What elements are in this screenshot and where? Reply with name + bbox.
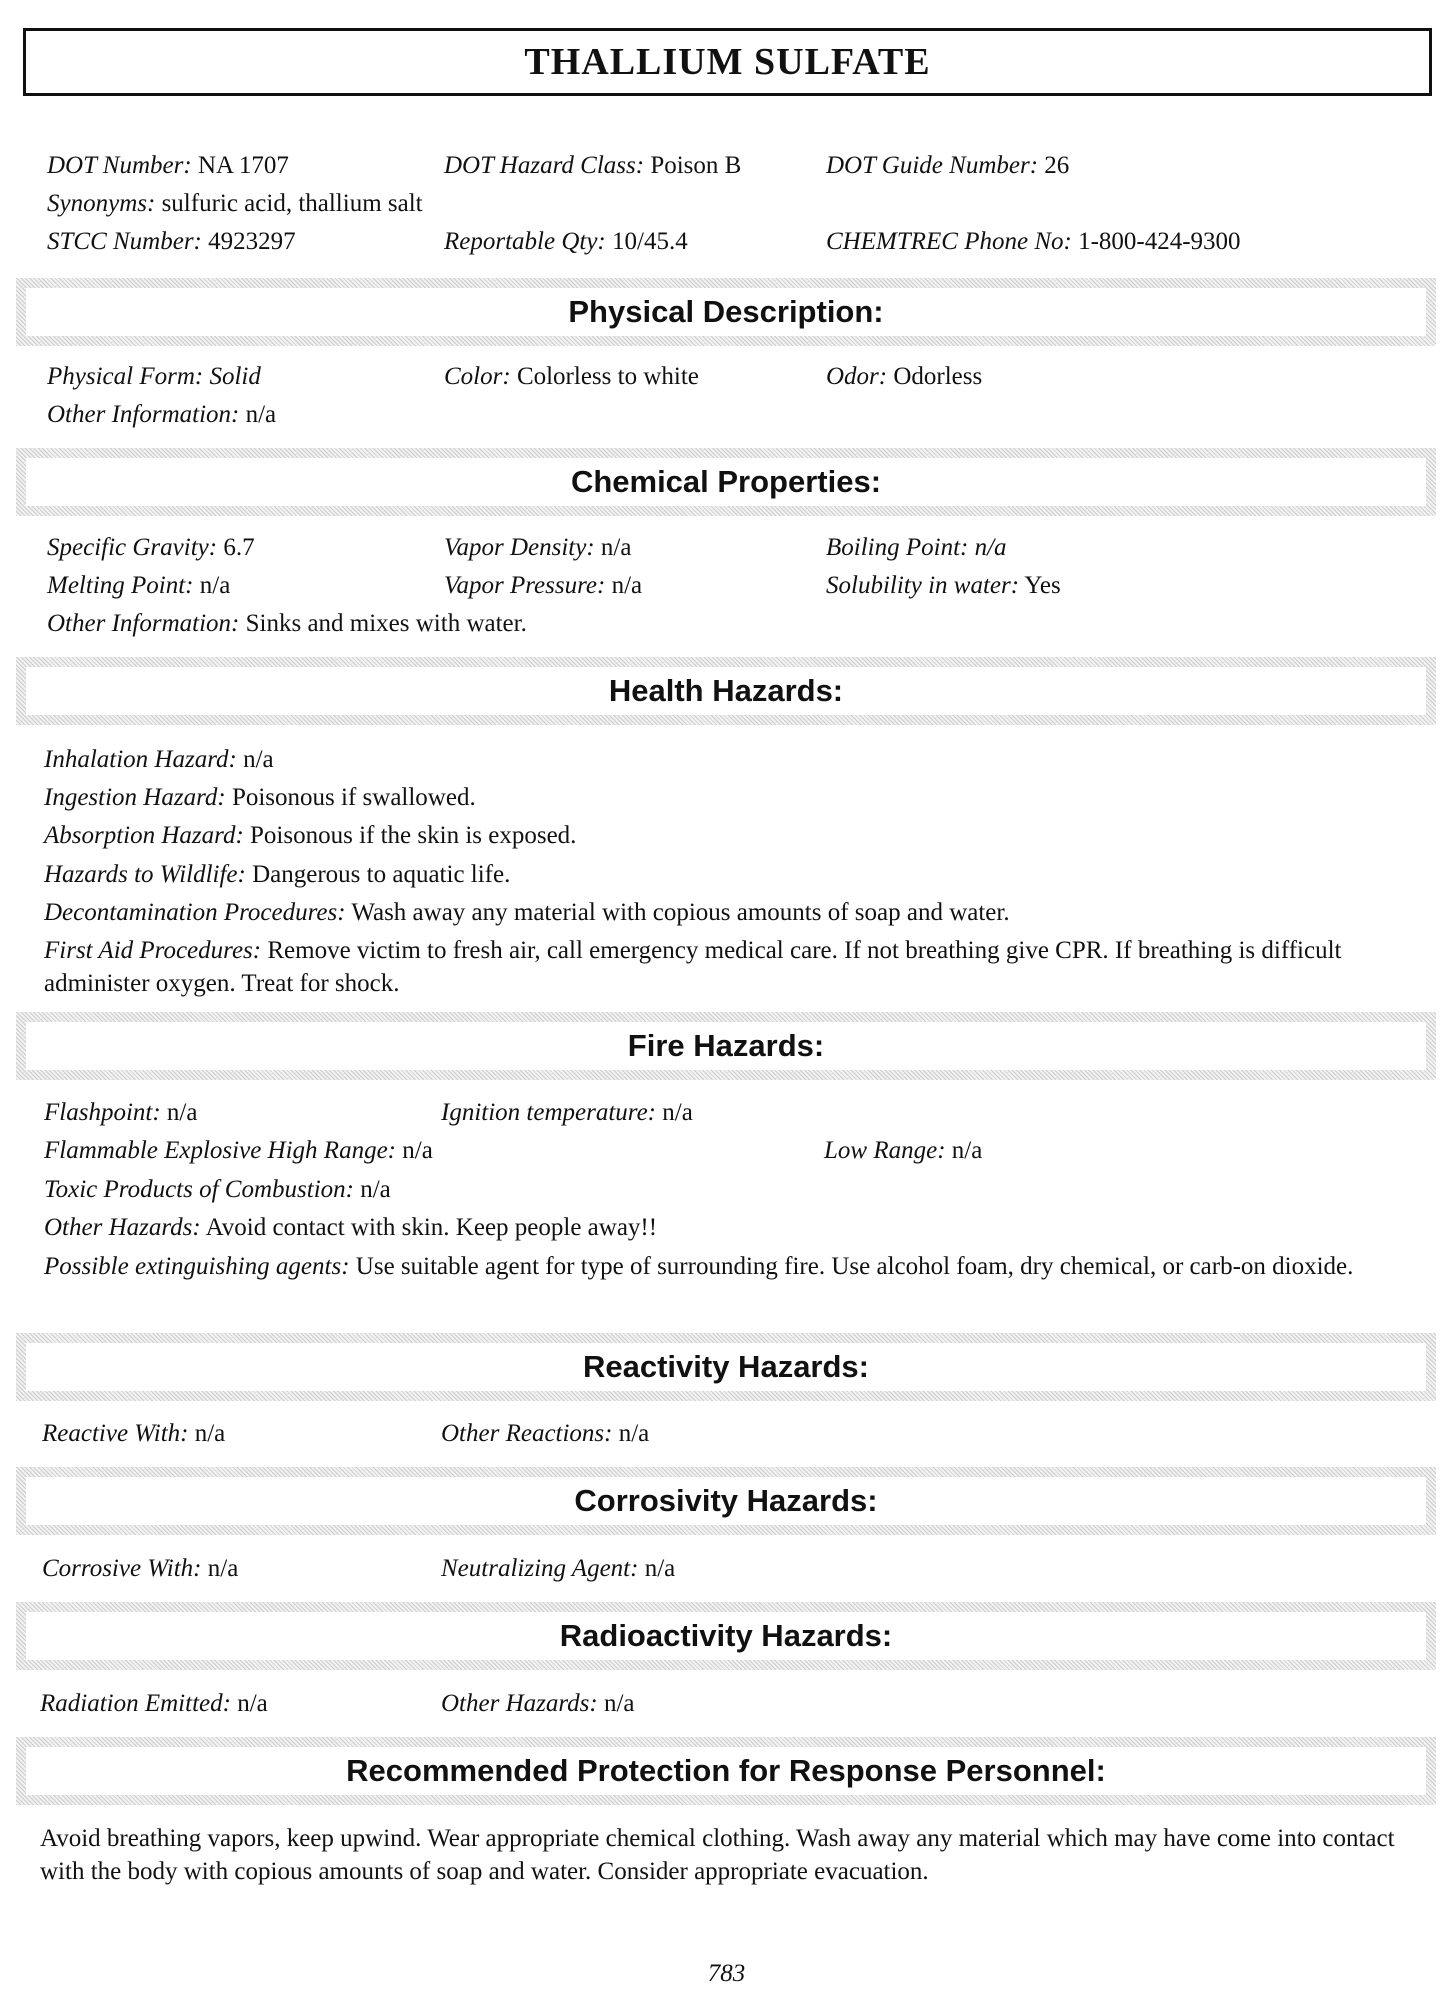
protection-text: Avoid breathing vapors, keep upwind. Wear appropriate chemical clothing. Wash away any material which may have come into contact with the body with copious amounts of soap and water. Consider appropriate evacuation.	[40, 1825, 1395, 1885]
absorption-value: Poisonous if the skin is exposed.	[250, 822, 577, 849]
header-row-1	[0, 148, 1453, 184]
radioactivity-heading: Radioactivity Hazards:	[559, 1618, 893, 1653]
neutralizing-agent-value: n/a	[644, 1555, 676, 1582]
section-band-chemical	[16, 448, 1436, 516]
page-number: 783	[707, 1960, 746, 1987]
ingestion-value: Poisonous if swallowed.	[231, 784, 476, 811]
absorption-label: Absorption Hazard:	[44, 822, 244, 849]
chemtrec-value: 1-800-424-9300	[1078, 228, 1241, 255]
corrosive-with-value: n/a	[207, 1555, 239, 1582]
vapor-pressure-label: Vapor Pressure:	[444, 572, 606, 599]
health-heading: Health Hazards:	[608, 673, 844, 708]
fire-other-label: Other Hazards:	[44, 1214, 201, 1241]
chemical-other-label: Other Information:	[47, 610, 240, 637]
reactive-with-value: n/a	[194, 1420, 226, 1447]
wildlife-value: Dangerous to aquatic life.	[252, 861, 511, 888]
health-row-ingestion	[0, 780, 1453, 816]
fire-row-4	[0, 1210, 1453, 1246]
vapor-density-value: n/a	[600, 534, 632, 561]
color-label: Color:	[444, 363, 511, 390]
toxic-products-value: n/a	[360, 1176, 391, 1203]
physical-row-1	[0, 359, 1453, 395]
chemical-row-1	[0, 530, 1453, 566]
inhalation-label: Inhalation Hazard:	[44, 746, 237, 773]
guide-number-label: DOT Guide Number:	[826, 152, 1039, 179]
section-band-corrosivity	[16, 1467, 1436, 1535]
boiling-point-label: Boiling Point: n/a	[826, 534, 1007, 561]
melting-point-label: Melting Point:	[47, 572, 194, 599]
ignition-label: Ignition temperature:	[441, 1099, 657, 1126]
protection-heading: Recommended Protection for Response Personnel:	[346, 1753, 1106, 1788]
guide-number-value: 26	[1044, 152, 1070, 179]
fire-row-3	[0, 1172, 1453, 1208]
wildlife-label: Hazards to Wildlife:	[44, 861, 246, 888]
section-band-reactivity	[16, 1333, 1436, 1401]
corrosivity-heading: Corrosivity Hazards:	[574, 1483, 878, 1518]
health-row-absorption	[0, 818, 1453, 854]
physical-form-label: Physical Form: Solid	[47, 363, 261, 390]
flashpoint-value: n/a	[166, 1099, 198, 1126]
low-range-label: Low Range:	[824, 1137, 946, 1164]
extinguishing-value: Use suitable agent for type of surrounding fire. Use alcohol foam, dry chemical, or carb-on dioxide.	[355, 1253, 1354, 1280]
vapor-pressure-value: n/a	[611, 572, 643, 599]
dot-number-value: NA 1707	[197, 152, 289, 179]
reactive-with-label: Reactive With:	[42, 1420, 189, 1447]
title-box	[23, 28, 1432, 96]
stcc-value: 4923297	[208, 228, 296, 255]
health-row-wildlife	[0, 857, 1453, 893]
toxic-products-label: Toxic Products of Combustion:	[44, 1176, 354, 1203]
hazard-class-value: Poison B	[650, 152, 742, 179]
specific-gravity-label: Specific Gravity:	[47, 534, 218, 561]
section-band-protection	[16, 1737, 1436, 1805]
header-row-2	[0, 186, 1453, 222]
first-aid-label: First Aid Procedures:	[44, 937, 262, 964]
chemtrec-label: CHEMTREC Phone No:	[826, 228, 1072, 255]
header-row-3	[0, 224, 1453, 260]
hazard-class-label: DOT Hazard Class:	[444, 152, 645, 179]
inhalation-value: n/a	[243, 746, 274, 773]
first-aid-value: Remove victim to fresh air, call emergency medical care. If not breathing give CPR. If breathing is difficult administer oxygen. Treat for shock.	[44, 937, 1342, 997]
flashpoint-label: Flashpoint:	[44, 1099, 161, 1126]
high-range-value: n/a	[402, 1137, 433, 1164]
fire-other-value: Avoid contact with skin. Keep people away!!	[205, 1214, 658, 1241]
reportable-qty-value: 10/45.4	[612, 228, 688, 255]
chemical-heading: Chemical Properties:	[570, 464, 882, 499]
fire-row-extinguishing	[44, 1250, 1424, 1283]
fire-row-1	[0, 1095, 1453, 1131]
radiation-emitted-label: Radiation Emitted:	[40, 1690, 231, 1717]
melting-point-value: n/a	[199, 572, 231, 599]
radio-other-value: n/a	[603, 1690, 635, 1717]
fire-row-2	[0, 1133, 1453, 1169]
solubility-value: Yes	[1024, 572, 1061, 599]
physical-heading: Physical Description:	[568, 294, 884, 329]
synonyms-value: sulfuric acid, thallium salt	[161, 190, 423, 217]
section-band-physical	[16, 278, 1436, 346]
high-range-label: Flammable Explosive High Range:	[44, 1137, 396, 1164]
low-range-value: n/a	[951, 1137, 983, 1164]
physical-other-value: n/a	[245, 401, 277, 428]
ingestion-label: Ingestion Hazard:	[44, 784, 226, 811]
radio-other-label: Other Hazards:	[441, 1690, 598, 1717]
corrosive-with-label: Corrosive With:	[42, 1555, 202, 1582]
section-band-radioactivity	[16, 1602, 1436, 1670]
odor-value: Odorless	[893, 363, 983, 390]
synonyms-label: Synonyms:	[47, 190, 156, 217]
solubility-label: Solubility in water:	[826, 572, 1020, 599]
physical-other-label: Other Information:	[47, 401, 240, 428]
section-band-fire	[16, 1012, 1436, 1080]
document-title: THALLIUM SULFATE	[524, 41, 931, 83]
specific-gravity-value: 6.7	[223, 534, 255, 561]
odor-label: Odor:	[826, 363, 888, 390]
chemical-row-2	[0, 568, 1453, 604]
neutralizing-agent-label: Neutralizing Agent:	[441, 1555, 639, 1582]
other-reactions-value: n/a	[618, 1420, 650, 1447]
radiation-emitted-value: n/a	[237, 1690, 268, 1717]
health-row-decontamination	[0, 895, 1453, 931]
reportable-qty-label: Reportable Qty:	[444, 228, 606, 255]
color-value: Colorless to white	[516, 363, 699, 390]
health-row-first-aid	[44, 934, 1424, 1000]
dot-number-label: DOT Number:	[47, 152, 192, 179]
decontamination-label: Decontamination Procedures:	[44, 899, 346, 926]
reactivity-heading: Reactivity Hazards:	[582, 1349, 869, 1384]
corrosivity-row	[0, 1551, 1453, 1587]
ignition-value: n/a	[662, 1099, 693, 1126]
radioactivity-row	[0, 1686, 1453, 1722]
chemical-other-value: Sinks and mixes with water.	[245, 610, 527, 637]
chemical-row-3	[0, 606, 1453, 642]
other-reactions-label: Other Reactions:	[441, 1420, 613, 1447]
extinguishing-label: Possible extinguishing agents:	[44, 1253, 350, 1280]
fire-heading: Fire Hazards:	[627, 1028, 825, 1063]
decontamination-value: Wash away any material with copious amounts of soap and water.	[351, 899, 1010, 926]
vapor-density-label: Vapor Density:	[444, 534, 595, 561]
section-band-health	[16, 657, 1436, 725]
physical-row-2	[0, 397, 1453, 433]
reactivity-row	[0, 1416, 1453, 1452]
health-row-inhalation	[0, 742, 1453, 778]
stcc-label: STCC Number:	[47, 228, 202, 255]
